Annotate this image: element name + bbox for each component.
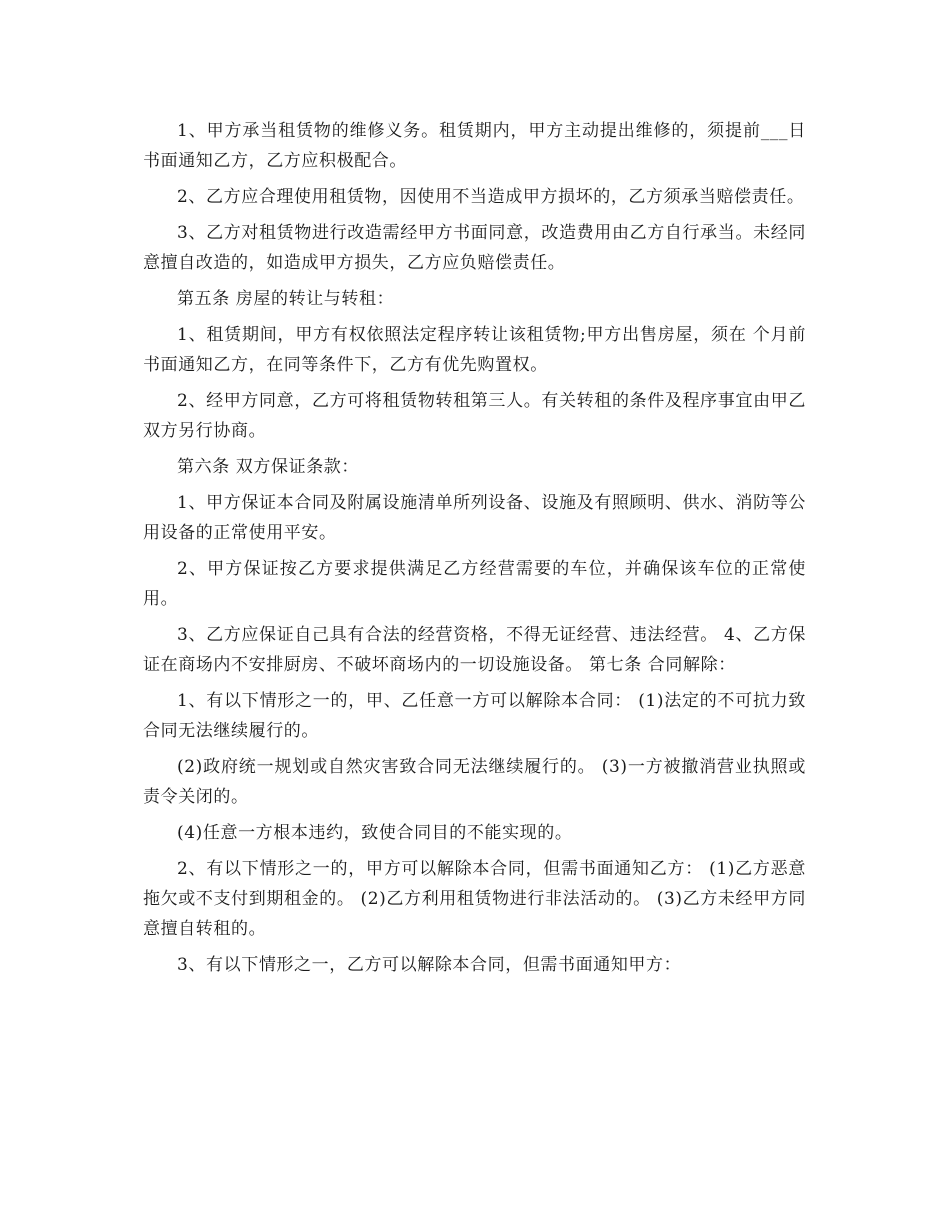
clause-business-qualification: 3、乙方应保证自己具有合法的经营资格，不得无证经营、违法经营。 4、乙方保证在商场内不安排厨房、不破坏商场内的一切设施设备。 第七条 合同解除：	[143, 625, 806, 675]
clause-parking-guarantee: 2、甲方保证按乙方要求提供满足乙方经营需要的车位，并确保该车位的正常使用。	[143, 559, 806, 609]
clause-transfer: 1、租赁期间，甲方有权依照法定程序转让该租赁物;甲方出售房屋，须在 个月前书面通知乙方，在同等条件下，乙方有优先购置权。	[143, 325, 806, 375]
clause-termination-breach: (4)任意一方根本违约，致使合同目的不能实现的。	[177, 823, 573, 843]
clause-termination-government: (2)政府统一规划或自然灾害致合同无法继续履行的。 (3)一方被撤消营业执照或责令关闭的。	[143, 757, 806, 807]
clause-repair-obligation: 1、甲方承当租赁物的维修义务。租赁期内，甲方主动提出维修的，须提前___日书面通知乙方，乙方应积极配合。	[143, 121, 806, 171]
document-body	[143, 116, 806, 986]
article-6-heading: 第六条 双方保证条款：	[177, 457, 360, 477]
clause-sublease: 2、经甲方同意，乙方可将租赁物转租第三人。有关转租的条件及程序事宜由甲乙双方另行协商。	[143, 391, 806, 441]
clause-termination-landlord: 2、有以下情形之一的，甲方可以解除本合同，但需书面通知乙方： (1)乙方恶意拖欠或不支付到期租金的。 (2)乙方利用租赁物进行非法活动的。 (3)乙方未经甲方同意擅自转租的。	[143, 859, 806, 939]
clause-termination-tenant: 3、有以下情形之一，乙方可以解除本合同，但需书面通知甲方：	[177, 955, 682, 975]
clause-termination-either: 1、有以下情形之一的，甲、乙任意一方可以解除本合同： (1)法定的不可抗力致合同无法继续履行的。	[143, 691, 806, 741]
clause-proper-use: 2、乙方应合理使用租赁物，因使用不当造成甲方损坏的，乙方须承当赔偿责任。	[177, 187, 805, 207]
clause-facilities-guarantee: 1、甲方保证本合同及附属设施清单所列设备、设施及有照顾明、供水、消防等公用设备的正常使用平安。	[143, 493, 806, 543]
article-5-heading: 第五条 房屋的转让与转租：	[177, 289, 395, 309]
clause-modification: 3、乙方对租赁物进行改造需经甲方书面同意，改造费用由乙方自行承当。未经同意擅自改造的，如造成甲方损失，乙方应负赔偿责任。	[143, 223, 806, 273]
